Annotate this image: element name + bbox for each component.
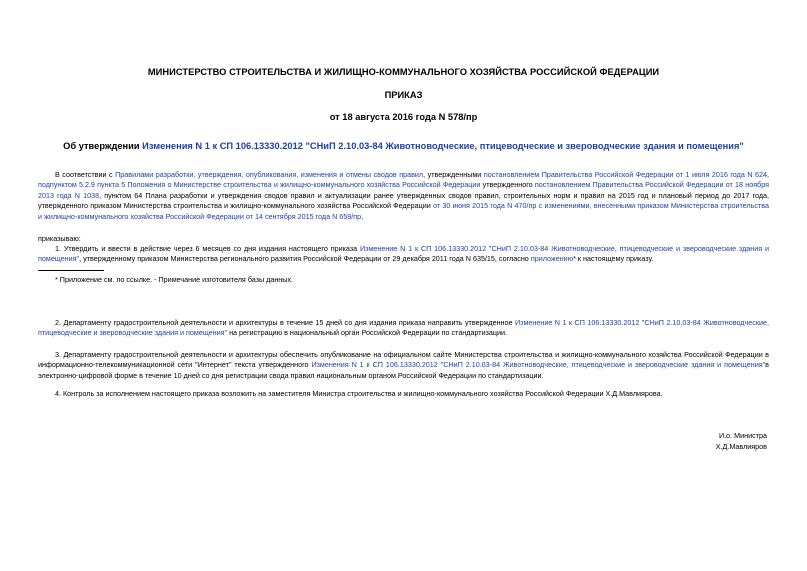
preamble-text-7: , [361, 211, 364, 221]
link-rules[interactable]: Правилами разработки, утверждения, опубликования, изменения и отмены сводов правил [115, 170, 424, 179]
subject-prefix: Об утверждении [63, 141, 143, 151]
order-subject [0, 140, 807, 152]
item-2-text-1: 2. Департаменту градостроительной деятельности и архитектуры в течение 15 дней со дня издания приказа направить утвержденное [55, 318, 515, 327]
link-subclause-5-2-9[interactable]: подпунктом 5.2.9 пункта 5 Положения о Министерстве строительства и жилищно-коммунального хозяйства Российской Федерации [38, 180, 481, 190]
preamble-text-3: , [767, 170, 769, 179]
item-2-change-link[interactable]: Изменение N 1 к СП 106.13330.2012 "СНиП 2.10.03-84 Животноводческие, птицеводческие и звероводческие здания и помещения" [38, 318, 769, 338]
item-1-text-3: * к настоящему приказу. [573, 254, 654, 264]
preamble-text-1: В соответствии с [55, 170, 116, 179]
item-1-paragraph [38, 244, 769, 265]
item-4-paragraph: 4. Контроль за исполнением настоящего приказа возложить на заместителя Министра строительства и жилищно-коммунального хозяйства Российской Федерации Х.Д.Мавлиярова. [55, 389, 663, 398]
item-2-text-2: на регистрацию в национальный орган Российской Федерации по стандартизации. [227, 328, 508, 338]
subject-link[interactable]: Изменения N 1 к СП 106.13330.2012 "СНиП 2.10.03-84 Животноводческие, птицеводческие и звероводческие здания и помещения" [142, 141, 744, 151]
ministry-heading: МИНИСТЕРСТВО СТРОИТЕЛЬСТВА И ЖИЛИЩНО-КОММУНАЛЬНОГО ХОЗЯЙСТВА РОССИЙСКОЙ ФЕДЕРАЦИИ [147, 67, 660, 77]
item-1-appendix-link[interactable]: приложению [530, 254, 574, 264]
link-resolution-1038[interactable]: постановлением Правительства Российской Федерации от 18 ноября 2013 года N 1038 [38, 180, 770, 200]
order-intro: приказываю: [38, 234, 81, 243]
item-2-paragraph [38, 318, 769, 339]
link-amendments-659[interactable]: с изменениями, внесенными приказом Министерства строительства и жилищно-коммунального хозяйства Российской Федерации от 14 сентября 2015 года N 659/пр [38, 201, 769, 221]
order-date: от 18 августа 2016 года N 578/пр [329, 112, 478, 122]
footnote: * Приложение см. по ссылке. - Примечание изготовителя базы данных. [55, 275, 294, 284]
item-1-text-2: , утвержденному приказом Министерства регионального развития Российской Федерации от 29 декабря 2011 года N 635/15, согласно [79, 254, 531, 264]
item-3-text-2: в электронно-цифровой форме в течение 10 дней со дня регистрации свода правил национальным органом Российской Федерации по стандартизации. [38, 360, 769, 380]
signature-position: И.о. Министра [718, 431, 767, 440]
preamble-paragraph [38, 170, 769, 222]
item-3-text-1: 3. Департаменту градостроительной деятельности и архитектуры обеспечить опубликование на официальном сайте Министерства строительства и жилищно-коммунального хозяйства Российской Федерации в информационно-телекоммуникационной сети "Интернет" текста утвержденного [38, 350, 769, 370]
footnote-divider [38, 270, 104, 271]
signature-name: Х.Д.Мавлияров [715, 442, 767, 451]
preamble-text-2: , утвержденными [423, 170, 484, 179]
link-order-470[interactable]: от 30 июня 2015 года N 470/пр [433, 201, 537, 211]
preamble-text-4: утвержденного [480, 180, 535, 190]
item-1-text-1: 1. Утвердить и ввести в действие через 6 месяцев со дня издания настоящего приказа [55, 244, 360, 253]
link-resolution-624[interactable]: постановлением Правительства Российской Федерации от 1 июля 2016 года N 624 [483, 170, 767, 179]
item-3-change-link[interactable]: Изменения N 1 к СП 106.13330.2012 "СНиП 2.10.03-84 Животноводческие, птицеводческие и звероводческие здания и помещения" [311, 360, 766, 370]
order-title: ПРИКАЗ [384, 90, 423, 100]
preamble-text-5: , пунктом 64 Плана разработки и утверждения сводов правил и актуализации ранее утвержденных сводов правил, строительных норм и правил на 2015 год и плановый период до 2017 года, утвержденного приказом Министерства строительства и жилищно-коммунального хозяйства Российской Федерации [38, 190, 770, 211]
item-1-change-link[interactable]: Изменение N 1 к СП 106.13330.2012 "СНиП 2.10.03-84 Животноводческие, птицеводческие и звероводческие здания и помещения" [38, 244, 769, 264]
item-3-paragraph [38, 350, 769, 381]
